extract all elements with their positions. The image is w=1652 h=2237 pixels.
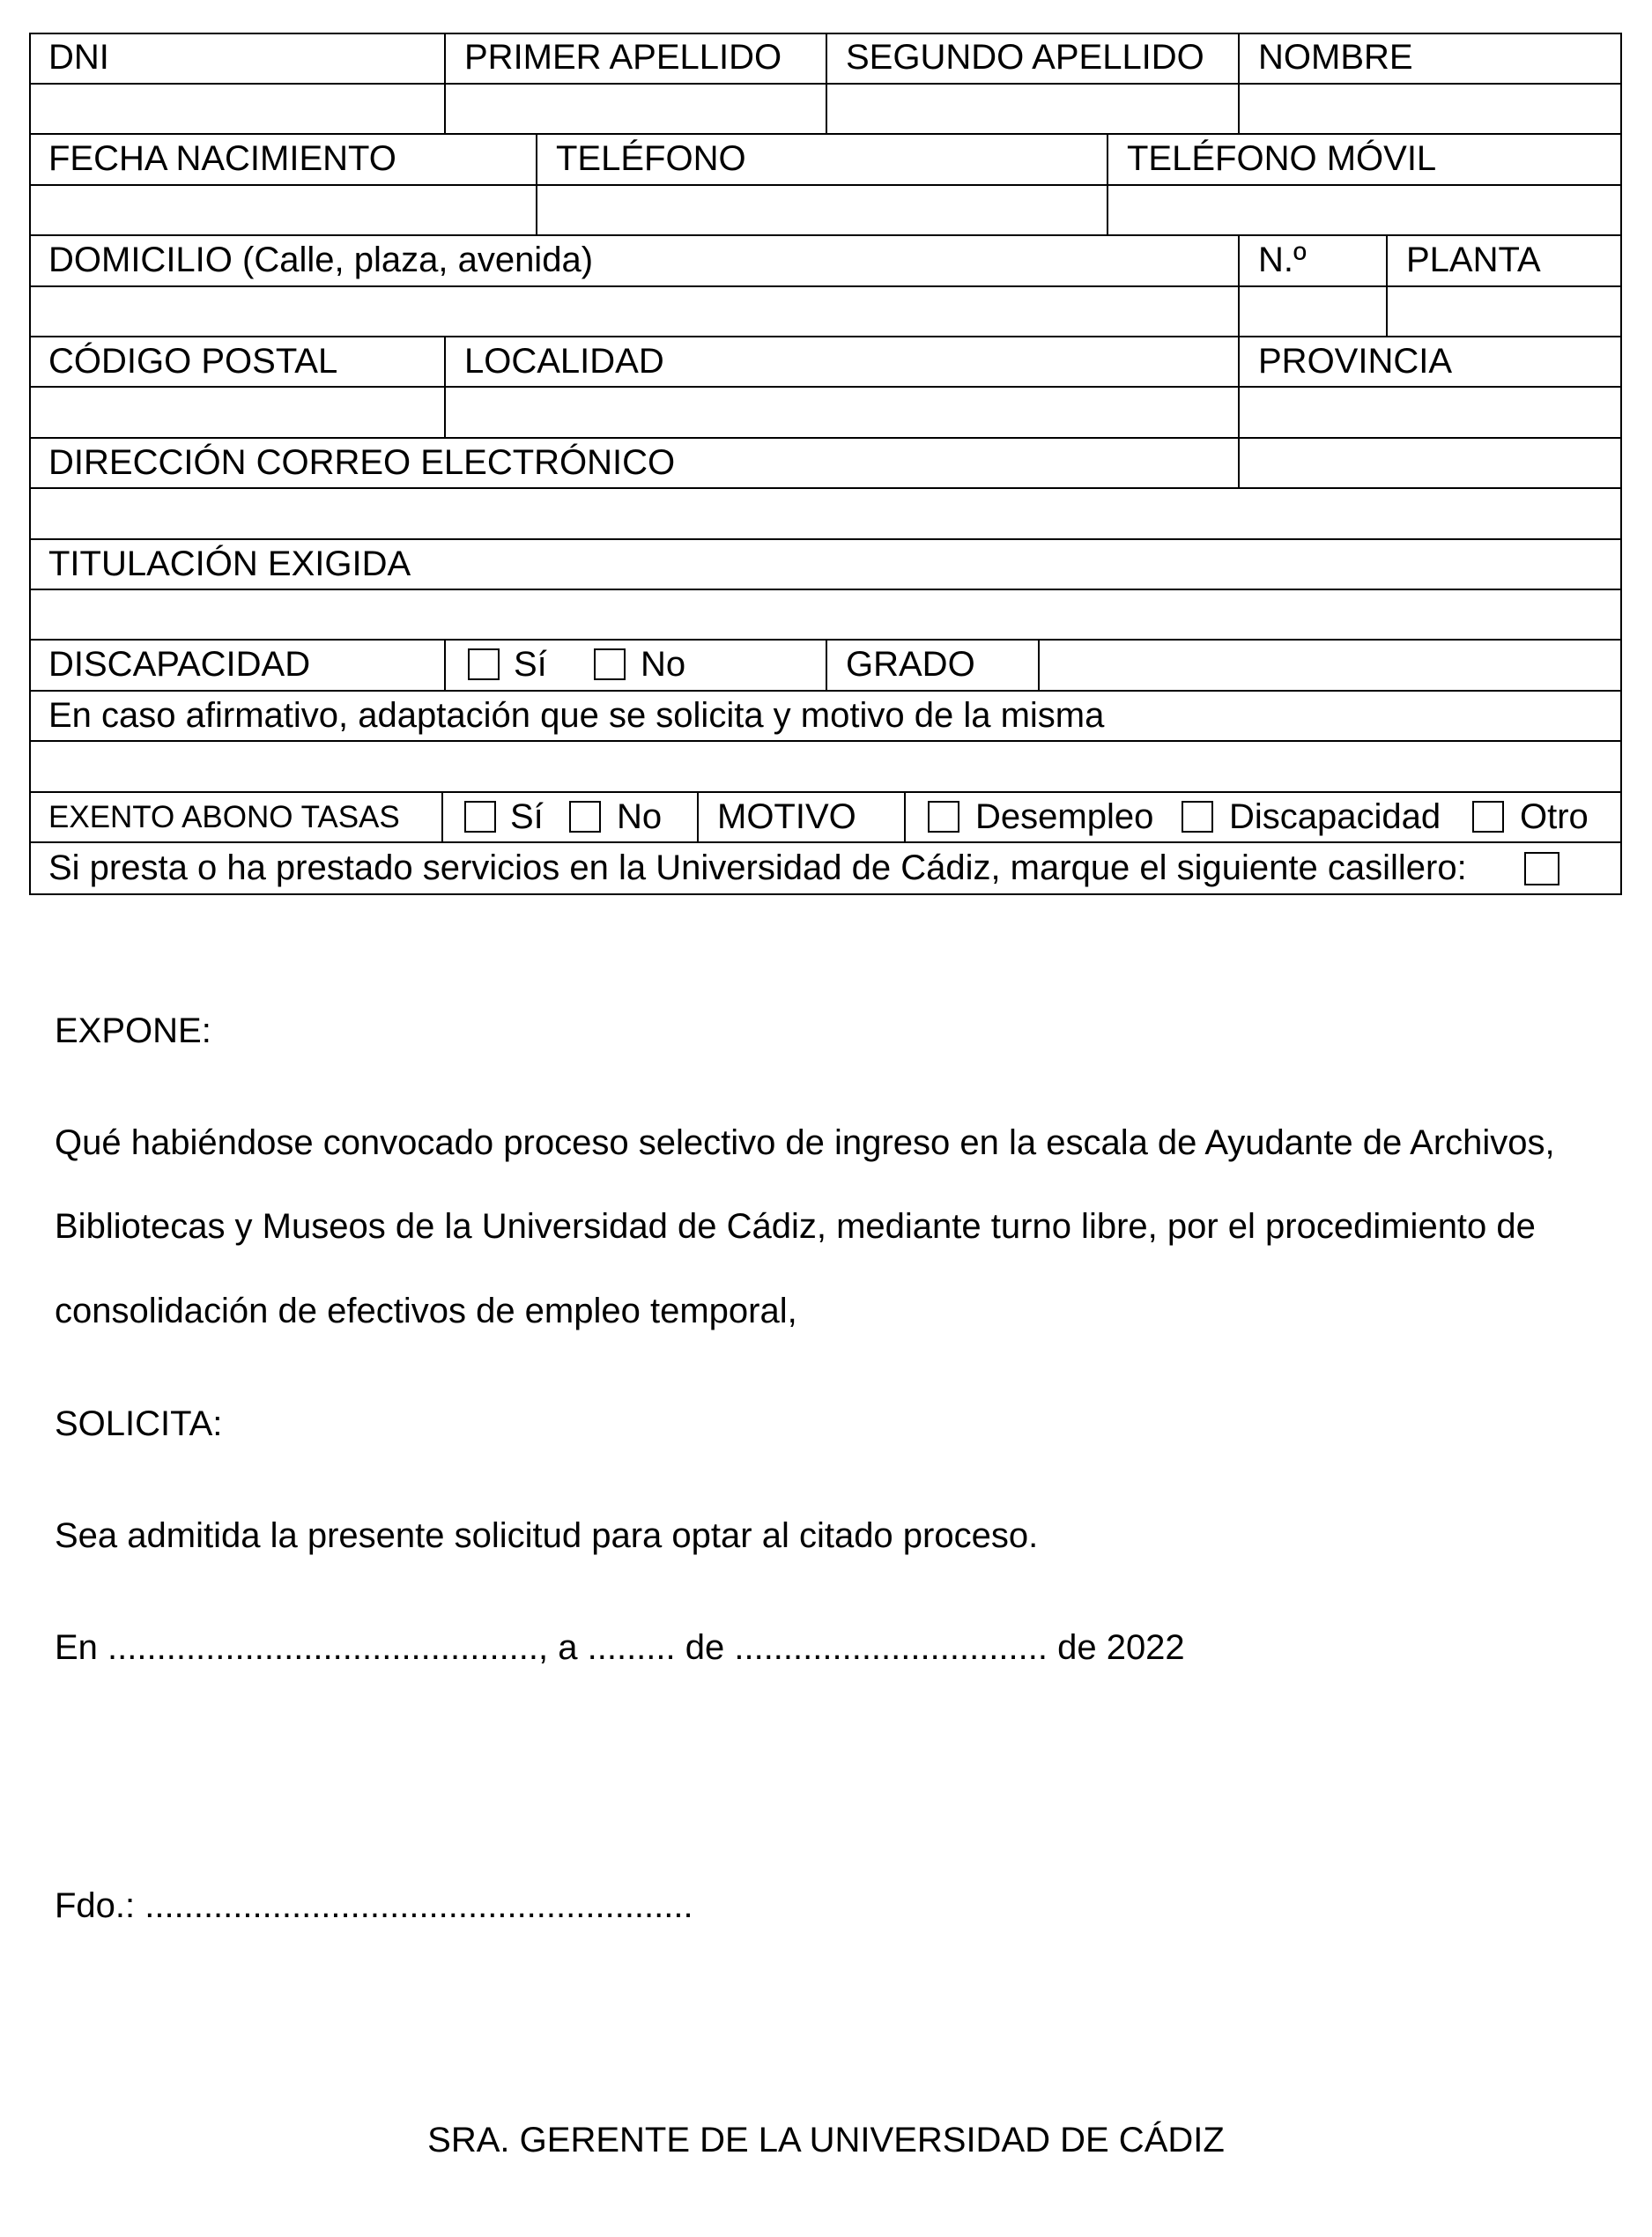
localidad-label: LOCALIDAD bbox=[464, 342, 664, 381]
servicios-label: Si presta o ha prestado servicios en la Universidad de Cádiz, marque el siguiente casillero: bbox=[48, 848, 1467, 887]
dni-label: DNI bbox=[48, 38, 109, 77]
servicios-checkbox[interactable] bbox=[1524, 852, 1559, 885]
titulacion-field[interactable] bbox=[31, 590, 1620, 639]
exento-si-checkbox[interactable] bbox=[464, 801, 496, 833]
motivo-desempleo-checkbox[interactable] bbox=[928, 801, 959, 833]
nombre-label: NOMBRE bbox=[1258, 38, 1413, 77]
date-line: En ............................................, a ......... de ................................ de 2022 bbox=[55, 1628, 1185, 1667]
expone-line-1: Qué habiéndose convocado proceso selectivo de ingreso en la escala de Ayudante de Archivos, bbox=[55, 1123, 1555, 1162]
grado-field[interactable] bbox=[1040, 641, 1620, 689]
dni-field[interactable] bbox=[31, 85, 444, 133]
discapacidad-si-checkbox[interactable] bbox=[468, 648, 500, 680]
expone-line-2: Bibliotecas y Museos de la Universidad de Cádiz, mediante turno libre, por el procedimiento de bbox=[55, 1207, 1536, 1246]
domicilio-label: DOMICILIO (Calle, plaza, avenida) bbox=[48, 241, 594, 279]
telefono-movil-field[interactable] bbox=[1108, 186, 1620, 234]
telefono-movil-label: TELÉFONO MÓVIL bbox=[1127, 139, 1437, 178]
exento-si-label: Sí bbox=[510, 797, 544, 836]
planta-label: PLANTA bbox=[1406, 241, 1541, 279]
adaptacion-field[interactable] bbox=[31, 742, 1620, 790]
motivo-discapacidad-checkbox[interactable] bbox=[1182, 801, 1213, 833]
exento-no-checkbox[interactable] bbox=[569, 801, 601, 833]
expone-heading: EXPONE: bbox=[55, 1011, 211, 1050]
provincia-field[interactable] bbox=[1240, 388, 1620, 436]
correo-extra-field[interactable] bbox=[1240, 439, 1620, 487]
domicilio-field[interactable] bbox=[31, 287, 1238, 336]
titulacion-label: TITULACIÓN EXIGIDA bbox=[48, 544, 411, 583]
primer-apellido-field[interactable] bbox=[446, 85, 826, 133]
nombre-field[interactable] bbox=[1240, 85, 1620, 133]
provincia-label: PROVINCIA bbox=[1258, 342, 1453, 381]
discapacidad-no-checkbox[interactable] bbox=[594, 648, 626, 680]
expone-line-3: consolidación de efectivos de empleo temporal, bbox=[55, 1292, 797, 1330]
segundo-apellido-field[interactable] bbox=[827, 85, 1238, 133]
localidad-field[interactable] bbox=[446, 388, 1238, 436]
segundo-apellido-label: SEGUNDO APELLIDO bbox=[846, 38, 1204, 77]
motivo-otro-label: Otro bbox=[1520, 797, 1589, 836]
fecha-nacimiento-label: FECHA NACIMIENTO bbox=[48, 139, 396, 178]
numero-field[interactable] bbox=[1240, 287, 1386, 336]
grado-label: GRADO bbox=[846, 645, 975, 684]
signature-line: Fdo.: ........................................................ bbox=[55, 1886, 693, 1925]
telefono-label: TELÉFONO bbox=[556, 139, 746, 178]
application-form-table bbox=[29, 33, 1622, 895]
telefono-field[interactable] bbox=[537, 186, 1107, 234]
addressee: SRA. GERENTE DE LA UNIVERSIDAD DE CÁDIZ bbox=[427, 2121, 1225, 2159]
discapacidad-no-label: No bbox=[641, 645, 686, 684]
adaptacion-label: En caso afirmativo, adaptación que se solicita y motivo de la misma bbox=[48, 696, 1105, 735]
exento-label: EXENTO ABONO TASAS bbox=[48, 800, 400, 834]
correo-field[interactable] bbox=[31, 489, 1620, 537]
codigo-postal-field[interactable] bbox=[31, 388, 444, 436]
planta-field[interactable] bbox=[1388, 287, 1620, 336]
solicita-heading: SOLICITA: bbox=[55, 1404, 223, 1443]
numero-label: N.º bbox=[1258, 241, 1307, 279]
correo-label: DIRECCIÓN CORREO ELECTRÓNICO bbox=[48, 443, 676, 482]
fecha-nacimiento-field[interactable] bbox=[31, 186, 536, 234]
discapacidad-si-label: Sí bbox=[514, 645, 547, 684]
motivo-otro-checkbox[interactable] bbox=[1472, 801, 1504, 833]
motivo-discapacidad-label: Discapacidad bbox=[1229, 797, 1441, 836]
discapacidad-label: DISCAPACIDAD bbox=[48, 645, 311, 684]
solicita-text: Sea admitida la presente solicitud para optar al citado proceso. bbox=[55, 1516, 1039, 1555]
exento-no-label: No bbox=[617, 797, 663, 836]
motivo-desempleo-label: Desempleo bbox=[975, 797, 1154, 836]
primer-apellido-label: PRIMER APELLIDO bbox=[464, 38, 782, 77]
motivo-label: MOTIVO bbox=[717, 797, 856, 836]
codigo-postal-label: CÓDIGO POSTAL bbox=[48, 342, 338, 381]
